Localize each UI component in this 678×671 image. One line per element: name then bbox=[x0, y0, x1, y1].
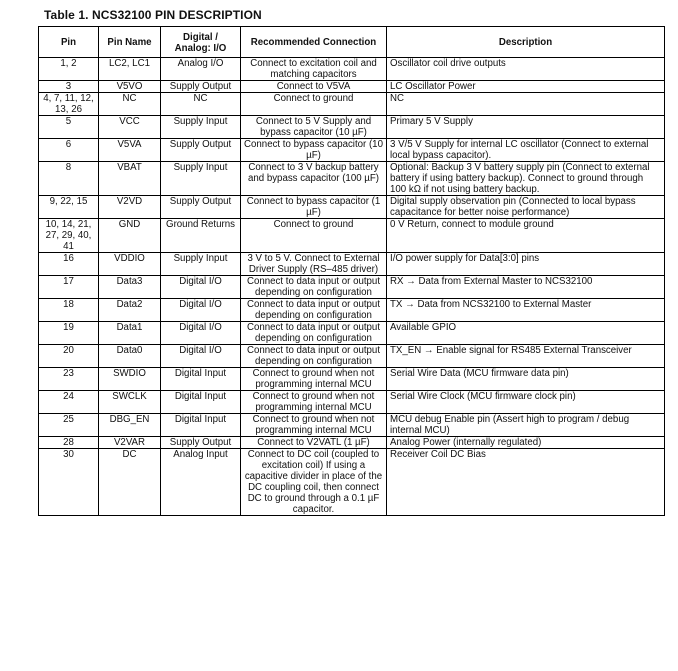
cell-pin: 28 bbox=[39, 437, 99, 449]
cell-description: NC bbox=[387, 93, 665, 116]
cell-pin: 10, 14, 21, 27, 29, 40, 41 bbox=[39, 219, 99, 253]
table-row bbox=[39, 253, 665, 276]
cell-pin: 19 bbox=[39, 322, 99, 345]
cell-io-type: Digital I/O bbox=[161, 322, 241, 345]
header-pin: Pin bbox=[39, 27, 99, 58]
cell-description: Digital supply observation pin (Connected to local bypass capacitance for better noise performance) bbox=[387, 196, 665, 219]
cell-pin: 5 bbox=[39, 116, 99, 139]
cell-description: 3 V/5 V Supply for internal LC oscillator (Connect to external local bypass capacitor). bbox=[387, 139, 665, 162]
cell-pin: 25 bbox=[39, 414, 99, 437]
cell-pin-name: V5VA bbox=[99, 139, 161, 162]
cell-io-type: Digital Input bbox=[161, 391, 241, 414]
table-row bbox=[39, 391, 665, 414]
cell-pin: 8 bbox=[39, 162, 99, 196]
cell-io-type: Analog Input bbox=[161, 449, 241, 516]
cell-pin: 9, 22, 15 bbox=[39, 196, 99, 219]
cell-pin: 1, 2 bbox=[39, 58, 99, 81]
cell-recommended-connection: Connect to V5VA bbox=[241, 81, 387, 93]
cell-description: Receiver Coil DC Bias bbox=[387, 449, 665, 516]
cell-pin: 6 bbox=[39, 139, 99, 162]
table-title: Table 1. NCS32100 PIN DESCRIPTION bbox=[44, 8, 262, 22]
cell-pin-name: NC bbox=[99, 93, 161, 116]
table-body bbox=[39, 58, 665, 516]
table-row bbox=[39, 81, 665, 93]
cell-recommended-connection: Connect to ground when not programming internal MCU bbox=[241, 391, 387, 414]
cell-pin: 4, 7, 11, 12, 13, 26 bbox=[39, 93, 99, 116]
cell-pin-name: V2VD bbox=[99, 196, 161, 219]
cell-description: Oscillator coil drive outputs bbox=[387, 58, 665, 81]
cell-pin-name: DC bbox=[99, 449, 161, 516]
cell-description: RX → Data from External Master to NCS32100 bbox=[387, 276, 665, 299]
cell-description: 0 V Return, connect to module ground bbox=[387, 219, 665, 253]
cell-recommended-connection: Connect to ground bbox=[241, 219, 387, 253]
cell-recommended-connection: Connect to 5 V Supply and bypass capacitor (10 µF) bbox=[241, 116, 387, 139]
table-row bbox=[39, 196, 665, 219]
cell-pin-name: VBAT bbox=[99, 162, 161, 196]
cell-recommended-connection: Connect to DC coil (coupled to excitation coil) If using a capacitive divider in place of the DC coupling coil, then connect DC to ground through a 0.1 µF capacitor. bbox=[241, 449, 387, 516]
cell-description: TX → Data from NCS32100 to External Master bbox=[387, 299, 665, 322]
cell-description: Serial Wire Data (MCU firmware data pin) bbox=[387, 368, 665, 391]
table-row bbox=[39, 58, 665, 81]
cell-description: Serial Wire Clock (MCU firmware clock pin) bbox=[387, 391, 665, 414]
cell-io-type: Supply Output bbox=[161, 437, 241, 449]
cell-description: MCU debug Enable pin (Assert high to program / debug internal MCU) bbox=[387, 414, 665, 437]
header-description: Description bbox=[387, 27, 665, 58]
table-row bbox=[39, 414, 665, 437]
cell-pin: 17 bbox=[39, 276, 99, 299]
cell-pin-name: Data3 bbox=[99, 276, 161, 299]
cell-recommended-connection: Connect to ground when not programming internal MCU bbox=[241, 414, 387, 437]
cell-recommended-connection: Connect to ground when not programming internal MCU bbox=[241, 368, 387, 391]
cell-description: Optional: Backup 3 V battery supply pin (Connect to external battery if using battery backup). Connect to ground through 100 kΩ if not using battery backup. bbox=[387, 162, 665, 196]
table-row bbox=[39, 345, 665, 368]
cell-pin: 20 bbox=[39, 345, 99, 368]
cell-recommended-connection: Connect to 3 V backup battery and bypass capacitor (100 µF) bbox=[241, 162, 387, 196]
cell-recommended-connection: Connect to excitation coil and matching capacitors bbox=[241, 58, 387, 81]
cell-io-type: Ground Returns bbox=[161, 219, 241, 253]
table-row bbox=[39, 116, 665, 139]
cell-description: Primary 5 V Supply bbox=[387, 116, 665, 139]
cell-pin: 24 bbox=[39, 391, 99, 414]
cell-description: LC Oscillator Power bbox=[387, 81, 665, 93]
cell-recommended-connection: Connect to bypass capacitor (1 µF) bbox=[241, 196, 387, 219]
table-row bbox=[39, 437, 665, 449]
cell-io-type: NC bbox=[161, 93, 241, 116]
cell-pin-name: VDDIO bbox=[99, 253, 161, 276]
cell-recommended-connection: Connect to ground bbox=[241, 93, 387, 116]
table-row bbox=[39, 449, 665, 516]
cell-recommended-connection: Connect to V2VATL (1 µF) bbox=[241, 437, 387, 449]
header-recommended-connection: Recommended Connection bbox=[241, 27, 387, 58]
cell-pin-name: Data1 bbox=[99, 322, 161, 345]
cell-io-type: Analog I/O bbox=[161, 58, 241, 81]
cell-description: TX_EN → Enable signal for RS485 External Transceiver bbox=[387, 345, 665, 368]
table-row bbox=[39, 276, 665, 299]
cell-io-type: Supply Output bbox=[161, 196, 241, 219]
cell-io-type: Digital I/O bbox=[161, 276, 241, 299]
cell-pin: 30 bbox=[39, 449, 99, 516]
header-pin-name: Pin Name bbox=[99, 27, 161, 58]
cell-pin-name: V2VAR bbox=[99, 437, 161, 449]
cell-pin-name: LC2, LC1 bbox=[99, 58, 161, 81]
cell-pin-name: GND bbox=[99, 219, 161, 253]
header-io-type: Digital / Analog: I/O bbox=[161, 27, 241, 58]
cell-pin: 3 bbox=[39, 81, 99, 93]
cell-recommended-connection: Connect to data input or output depending on configuration bbox=[241, 345, 387, 368]
cell-description: I/O power supply for Data[3:0] pins bbox=[387, 253, 665, 276]
cell-io-type: Digital I/O bbox=[161, 345, 241, 368]
cell-recommended-connection: Connect to data input or output depending on configuration bbox=[241, 322, 387, 345]
cell-io-type: Digital I/O bbox=[161, 299, 241, 322]
cell-recommended-connection: Connect to data input or output depending on configuration bbox=[241, 299, 387, 322]
cell-recommended-connection: Connect to data input or output depending on configuration bbox=[241, 276, 387, 299]
table-row bbox=[39, 368, 665, 391]
cell-io-type: Digital Input bbox=[161, 414, 241, 437]
table-header-row bbox=[39, 27, 665, 58]
cell-pin-name: SWCLK bbox=[99, 391, 161, 414]
cell-pin-name: Data2 bbox=[99, 299, 161, 322]
table-row bbox=[39, 162, 665, 196]
table-row bbox=[39, 322, 665, 345]
cell-pin-name: DBG_EN bbox=[99, 414, 161, 437]
cell-description: Available GPIO bbox=[387, 322, 665, 345]
cell-pin-name: VCC bbox=[99, 116, 161, 139]
cell-recommended-connection: Connect to bypass capacitor (10 µF) bbox=[241, 139, 387, 162]
cell-io-type: Supply Output bbox=[161, 81, 241, 93]
cell-pin: 23 bbox=[39, 368, 99, 391]
cell-pin: 16 bbox=[39, 253, 99, 276]
cell-io-type: Supply Output bbox=[161, 139, 241, 162]
cell-pin-name: SWDIO bbox=[99, 368, 161, 391]
table-row bbox=[39, 139, 665, 162]
cell-pin-name: V5VO bbox=[99, 81, 161, 93]
cell-io-type: Digital Input bbox=[161, 368, 241, 391]
cell-pin: 18 bbox=[39, 299, 99, 322]
cell-recommended-connection: 3 V to 5 V. Connect to External Driver Supply (RS–485 driver) bbox=[241, 253, 387, 276]
table-row bbox=[39, 299, 665, 322]
table-row bbox=[39, 93, 665, 116]
cell-io-type: Supply Input bbox=[161, 116, 241, 139]
cell-io-type: Supply Input bbox=[161, 253, 241, 276]
cell-pin-name: Data0 bbox=[99, 345, 161, 368]
cell-description: Analog Power (internally regulated) bbox=[387, 437, 665, 449]
pin-description-table bbox=[38, 26, 665, 516]
table-row bbox=[39, 219, 665, 253]
cell-io-type: Supply Input bbox=[161, 162, 241, 196]
